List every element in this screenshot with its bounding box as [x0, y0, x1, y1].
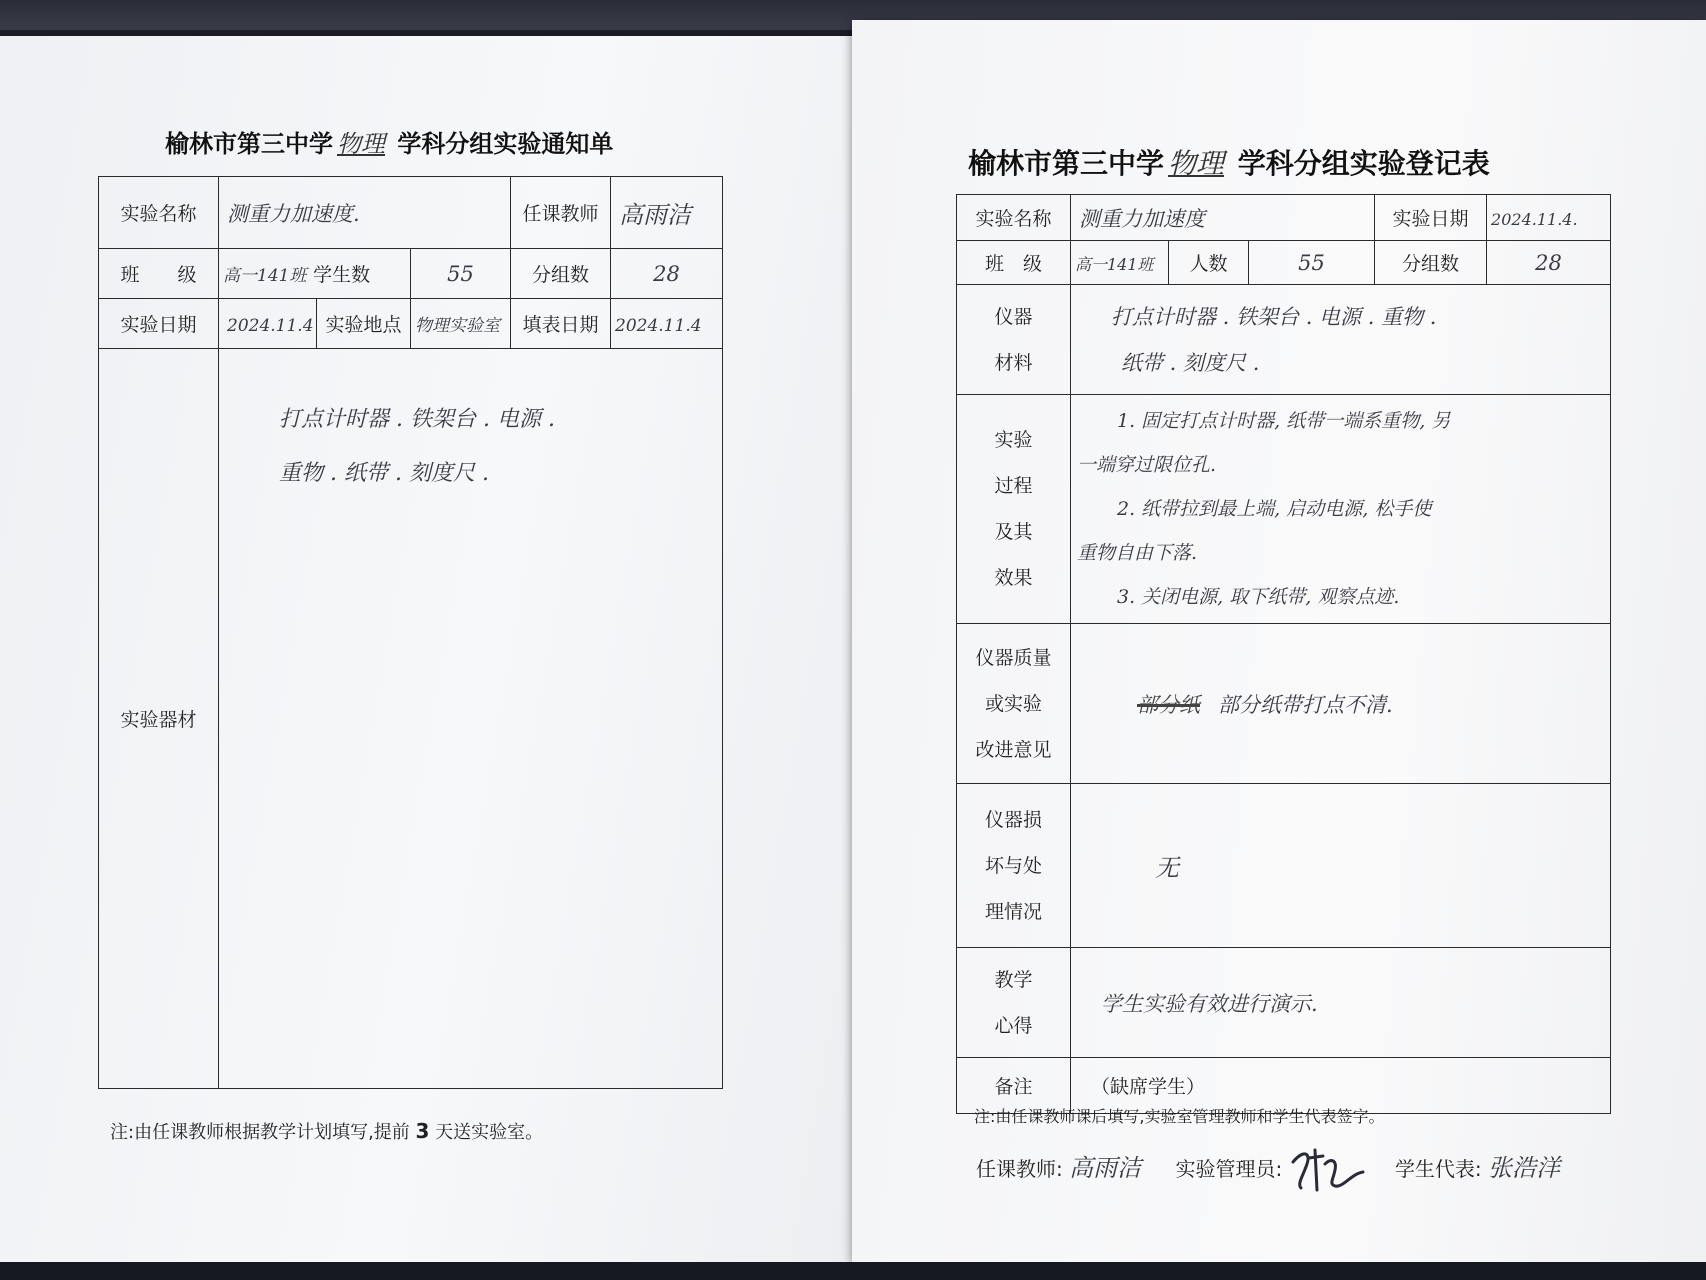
register-class-label: 班 级	[957, 241, 1071, 285]
notice-note-days: 3	[415, 1119, 430, 1143]
register-reflection-label-2: 心得	[994, 1014, 1033, 1037]
sig-student-value: 张浩洋	[1488, 1154, 1561, 1182]
register-process-label-1: 实验	[994, 429, 1033, 451]
register-sheet	[852, 20, 1706, 1262]
register-damage-label-1: 仪器损	[984, 808, 1042, 831]
register-reflection-label-1: 教学	[994, 968, 1033, 991]
notice-title-subject: 物理	[337, 130, 385, 158]
notice-fill-date-label: 填表日期	[511, 299, 611, 349]
register-materials-label-1: 仪器	[994, 305, 1033, 328]
register-process-line-5: 3. 关闭电源, 取下纸带, 观察点迹.	[1117, 586, 1400, 608]
notice-class-value: 高一141班	[223, 266, 307, 286]
register-process-line-4: 重物自由下落.	[1077, 542, 1198, 564]
notice-equipment-line-1: 打点计时器 . 铁架台 . 电源 .	[279, 407, 555, 432]
register-title	[968, 142, 1490, 182]
notice-teacher-value: 高雨洁	[619, 201, 692, 229]
notice-title	[165, 124, 613, 159]
notice-location-value: 物理实验室	[415, 316, 500, 336]
notice-location-label: 实验地点	[317, 299, 411, 349]
register-reflection-value: 学生实验有效进行演示.	[1101, 991, 1318, 1016]
register-materials-line-1: 打点计时器 . 铁架台 . 电源 . 重物 .	[1111, 304, 1437, 329]
register-reflection-label	[957, 948, 1071, 1058]
register-process-line-3: 2. 纸带拉到最上端, 启动电源, 松手使	[1117, 498, 1432, 520]
sig-teacher-value: 高雨洁	[1069, 1154, 1142, 1182]
register-damage-label-2: 坏与处	[984, 854, 1042, 877]
register-quality-label-3: 改进意见	[975, 738, 1052, 761]
notice-class-label: 班 级	[99, 249, 219, 299]
register-exp-name-label: 实验名称	[957, 195, 1071, 241]
register-process-label-4: 效果	[994, 567, 1033, 589]
register-damage-label	[957, 784, 1071, 948]
notice-teacher-label: 任课教师	[511, 177, 611, 249]
notice-exp-name-value: 测重力加速度.	[227, 201, 360, 226]
register-title-suffix: 学科分组实验登记表	[1237, 147, 1490, 180]
register-quality-label	[957, 624, 1071, 784]
register-exp-name-value: 测重力加速度	[1079, 206, 1205, 231]
sig-admin-signature	[1289, 1144, 1367, 1198]
notice-note-prefix: 注:由任课教师根据教学计划填写,提前	[110, 1122, 416, 1143]
register-remarks-label: 备注	[957, 1058, 1071, 1114]
register-process-line-2: 一端穿过限位孔.	[1077, 454, 1217, 476]
notice-title-suffix: 学科分组实验通知单	[397, 130, 614, 158]
notice-groups-label: 分组数	[511, 249, 611, 299]
register-note: 注:由任课教师课后填写,实验室管理教师和学生代表签字。	[974, 1107, 1385, 1126]
sig-admin-label: 实验管理员:	[1175, 1157, 1283, 1181]
register-materials-line-2: 纸带 . 刻度尺 .	[1121, 350, 1260, 375]
register-table	[956, 194, 1611, 1114]
register-people-label: 人数	[1169, 241, 1249, 285]
notice-title-prefix: 榆林市第三中学	[165, 130, 333, 158]
register-process-line-1: 1. 固定打点计时器, 纸带一端系重物, 另	[1117, 410, 1451, 432]
desk-background-bottom	[0, 1262, 1706, 1280]
register-signatures	[976, 1144, 1588, 1198]
notice-note	[110, 1118, 543, 1144]
register-groups-value: 28	[1535, 250, 1562, 275]
notice-exp-date-value: 2024.11.4	[227, 315, 314, 336]
notice-exp-date-label: 实验日期	[99, 299, 219, 349]
register-process-label	[957, 395, 1071, 624]
register-quality-value: 部分纸带打点不清.	[1218, 692, 1393, 717]
register-quality-label-2: 或实验	[984, 692, 1042, 715]
register-remarks-value: （缺席学生）	[1091, 1076, 1206, 1098]
notice-fill-date-value: 2024.11.4	[615, 315, 702, 336]
notice-table	[98, 176, 723, 1089]
register-title-prefix: 榆林市第三中学	[968, 147, 1165, 180]
register-exp-date-value: 2024.11.4.	[1491, 209, 1578, 229]
notice-sheet	[0, 36, 862, 1262]
notice-students-label: 学生数	[313, 264, 371, 286]
notice-equipment-label: 实验器材	[99, 349, 219, 1089]
register-quality-crossed: 部分纸	[1137, 692, 1200, 717]
register-materials-label-2: 材料	[994, 351, 1033, 374]
register-exp-date-label: 实验日期	[1375, 195, 1487, 241]
register-class-value: 高一141班	[1075, 254, 1154, 274]
register-damage-label-3: 理情况	[984, 900, 1042, 923]
notice-students-value: 55	[447, 261, 474, 286]
register-people-value: 55	[1298, 250, 1325, 275]
register-materials-label	[957, 285, 1071, 395]
register-groups-label: 分组数	[1375, 241, 1487, 285]
register-damage-value: 无	[1155, 854, 1179, 882]
register-title-subject: 物理	[1168, 147, 1225, 180]
sig-student-label: 学生代表:	[1394, 1157, 1482, 1181]
register-process-label-3: 及其	[994, 521, 1033, 543]
register-quality-label-1: 仪器质量	[975, 646, 1052, 669]
sig-teacher-label: 任课教师:	[976, 1157, 1063, 1181]
notice-note-suffix: 天送实验室。	[429, 1122, 544, 1143]
notice-equipment-line-2: 重物 . 纸带 . 刻度尺 .	[279, 461, 489, 486]
register-process-label-2: 过程	[994, 475, 1033, 497]
notice-exp-name-label: 实验名称	[99, 177, 219, 249]
notice-groups-value: 28	[653, 261, 680, 286]
